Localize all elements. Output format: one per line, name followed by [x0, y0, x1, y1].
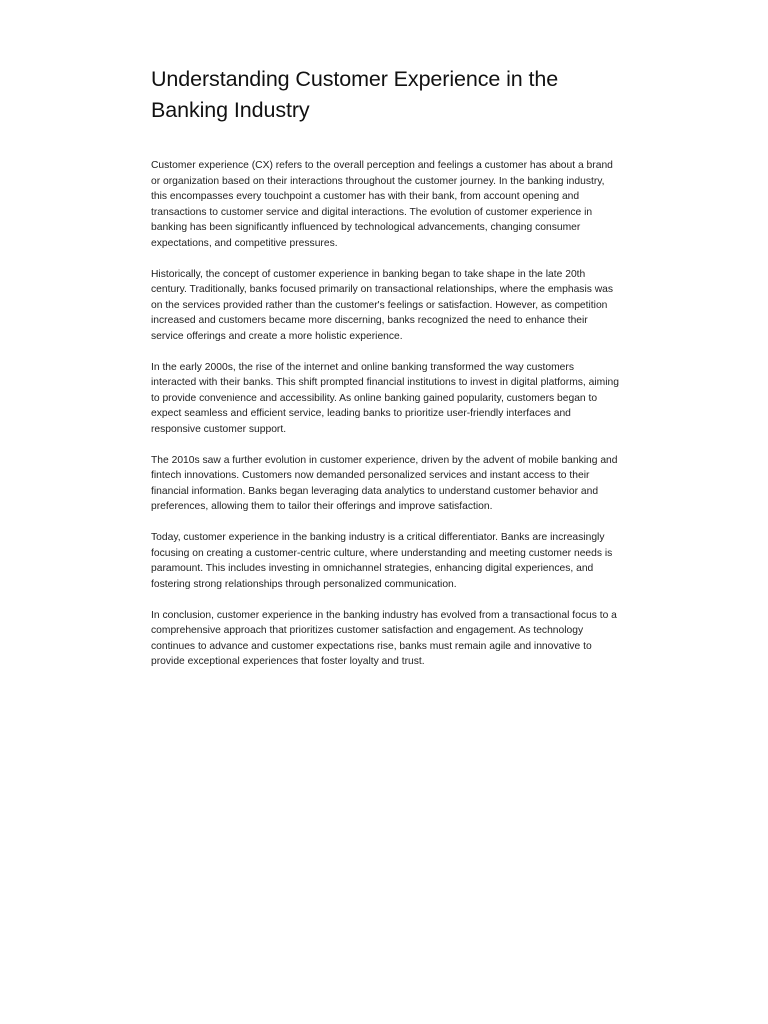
paragraph-conclusion: In conclusion, customer experience in the banking industry has evolved from a transactional focus to a comprehensive approach that prioritizes customer satisfaction and engagement. As technology continues to advance and customer expectations rise, banks must remain agile and innovative to provide exceptional experiences that foster loyalty and trust.	[151, 609, 617, 667]
paragraph-history: Historically, the concept of customer experience in banking began to take shape in the late 20th century. Traditionally, banks focused primarily on transactional relationships, where the emphasis was on the services provided rather than the customer's feelings or satisfaction. However, as competition increased and customers became more discerning, banks recognized the need to enhance their service offerings and create a more holistic experience.	[151, 268, 614, 342]
paragraph-2000s: In the early 2000s, the rise of the internet and online banking transformed the way customers interacted with their banks. This shift prompted financial institutions to invest in digital platforms, aiming to provide convenience and accessibility. As online banking gained popularity, customers began to expect seamless and efficient service, leading banks to prioritize user-friendly interfaces and responsive customer support.	[151, 361, 619, 435]
document-body	[151, 158, 621, 670]
paragraph-2010s: The 2010s saw a further evolution in customer experience, driven by the advent of mobile banking and fintech innovations. Customers now demanded personalized services and instant access to their financial information. Banks began leveraging data analytics to understand customer behavior and preferences, allowing them to tailor their offerings and improve satisfaction.	[151, 454, 618, 512]
paragraph-definition: Customer experience (CX) refers to the overall perception and feelings a customer has about a brand or organization based on their interactions throughout the customer journey. In the banking industry, this encompasses every touchpoint a customer has with their bank, from account opening and transactions to customer service and digital interactions. The evolution of customer experience in banking has been significantly influenced by technological advancements, changing consumer expectations, and competitive pressures.	[151, 160, 613, 249]
paragraph-today: Today, customer experience in the banking industry is a critical differentiator. Banks are increasingly focusing on creating a customer-centric culture, where understanding and meeting customer needs is paramount. This includes investing in omnichannel strategies, enhancing digital experiences, and fostering strong relationships through personalized communication.	[151, 532, 613, 590]
document-page	[151, 64, 621, 685]
page-title: Understanding Customer Experience in the Banking Industry	[151, 67, 559, 122]
